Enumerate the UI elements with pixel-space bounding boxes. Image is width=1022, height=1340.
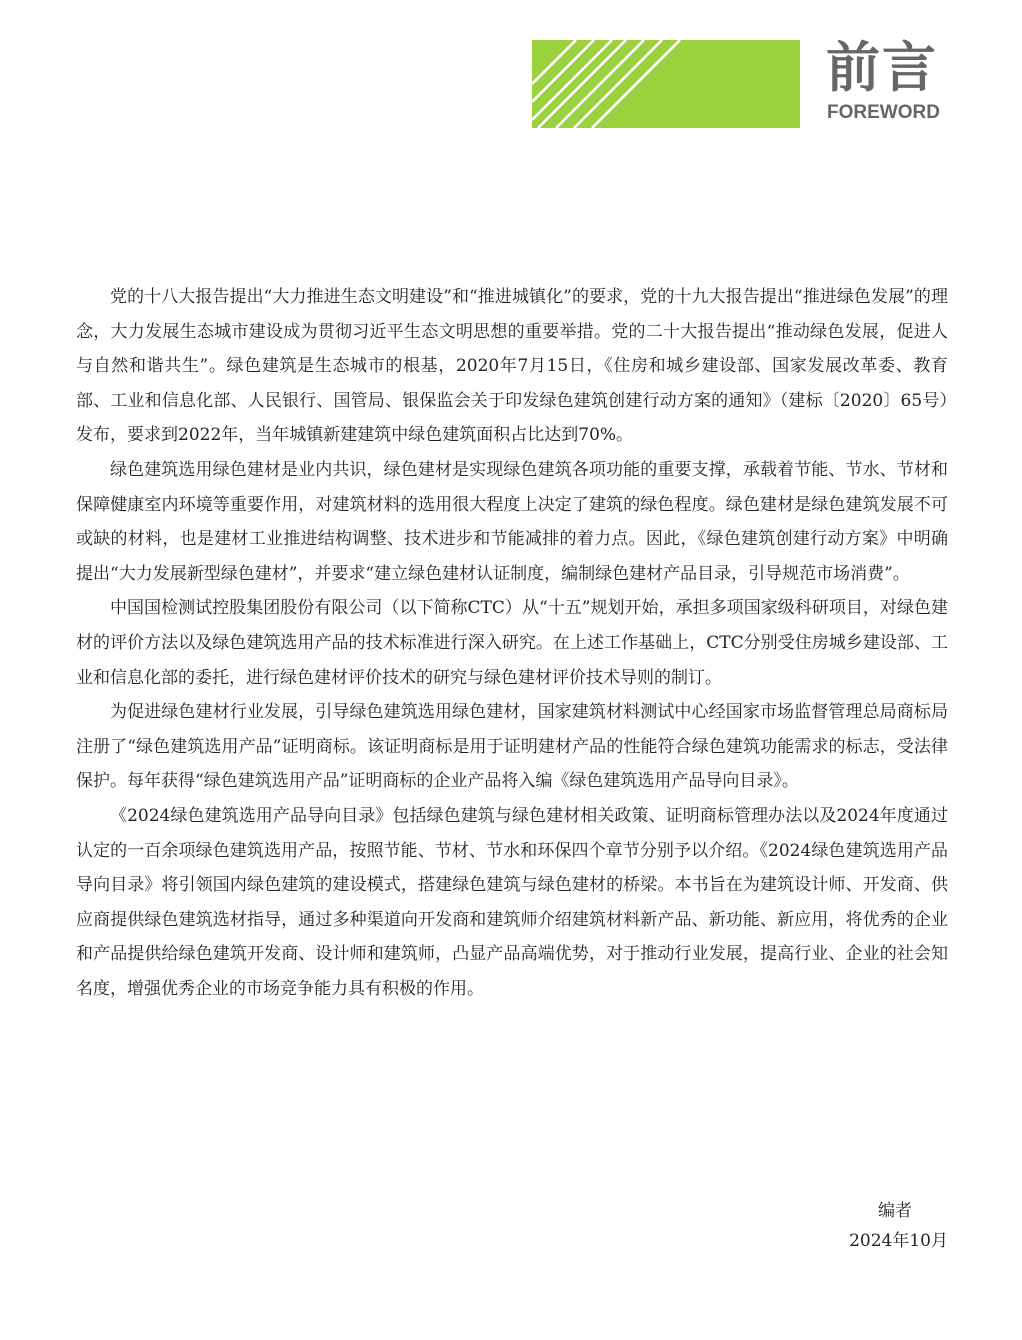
diagonal-stripes-graphic (532, 40, 800, 128)
heading-chinese: 前言 (826, 36, 938, 99)
paragraph-5: 《2024绿色建筑选用产品导向目录》包括绿色建筑与绿色建材相关政策、证明商标管理办法以及2024年度通过认定的一百余项绿色建筑选用产品，按照节能、节材、节水和环保四个章节分别予以介绍。《2024绿色建筑选用产品导向目录》将引领国内绿色建筑的建设模式，搭建绿色建筑与绿色建材的桥梁。本书旨在为建筑设计师、开发商、供应商提供绿色建筑选材指导，通过多种渠道向开发商和建筑师介绍建筑材料新产品、新功能、新应用，将优秀的企业和产品提供给绿色建筑开发商、设计师和建筑师，凸显产品高端优势，对于推动行业发展，提高行业、企业的社会知名度，增强优秀企业的市场竞争能力具有积极的作用。 (76, 805, 948, 999)
foreword-body (76, 280, 948, 1006)
paragraph-1: 党的十八大报告提出“大力推进生态文明建设”和“推进城镇化”的要求，党的十九大报告提出“推进绿色发展”的理念，大力发展生态城市建设成为贯彻习近平生态文明思想的重要举措。党的二十大报告提出“推动绿色发展，促进人与自然和谐共生”。绿色建筑是生态城市的根基，2020年7月15日，《住房和城乡建设部、国家发展改革委、教育部、工业和信息化部、人民银行、国管局、银保监会关于印发绿色建筑创建行动方案的通知》（建标〔2020〕65号）发布，要求到2022年，当年城镇新建建筑中绿色建筑面积占比达到70%。 (76, 287, 948, 446)
heading-english: FOREWORD (827, 102, 940, 123)
paragraph-2: 绿色建筑选用绿色建材是业内共识，绿色建材是实现绿色建筑各项功能的重要支撑，承载着节能、节水、节材和保障健康室内环境等重要作用，对建筑材料的选用很大程度上决定了建筑的绿色程度。绿色建材是绿色建筑发展不可或缺的材料，也是建材工业推进结构调整、技术进步和节能减排的着力点。因此，《绿色建筑创建行动方案》中明确提出“大力发展新型绿色建材”，并要求“建立绿色建材认证制度，编制绿色建材产品目录，引导规范市场消费”。 (76, 459, 948, 584)
signature-date: 2024年10月 (849, 1231, 948, 1251)
paragraph-3: 中国国检测试控股集团股份有限公司（以下简称CTC）从“十五”规划开始，承担多项国家级科研项目，对绿色建材的评价方法以及绿色建筑选用产品的技术标准进行深入研究。在上述工作基础上，CTC分别受住房城乡建设部、工业和信息化部的委托，进行绿色建材评价技术的研究与绿色建材评价技术导则的制订。 (76, 598, 948, 688)
editor-label: 编者 (878, 1201, 912, 1221)
paragraph-4: 为促进绿色建材行业发展，引导绿色建筑选用绿色建材，国家建筑材料测试中心经国家市场监督管理总局商标局注册了“绿色建筑选用产品”证明商标。该证明商标是用于证明建材产品的性能符合绿色建筑功能需求的标志，受法律保护。每年获得“绿色建筑选用产品”证明商标的企业产品将入编《绿色建筑选用产品导向目录》。 (76, 702, 948, 792)
header-accent-banner (532, 40, 800, 128)
page-heading (826, 34, 952, 124)
signature-block (849, 1196, 948, 1256)
